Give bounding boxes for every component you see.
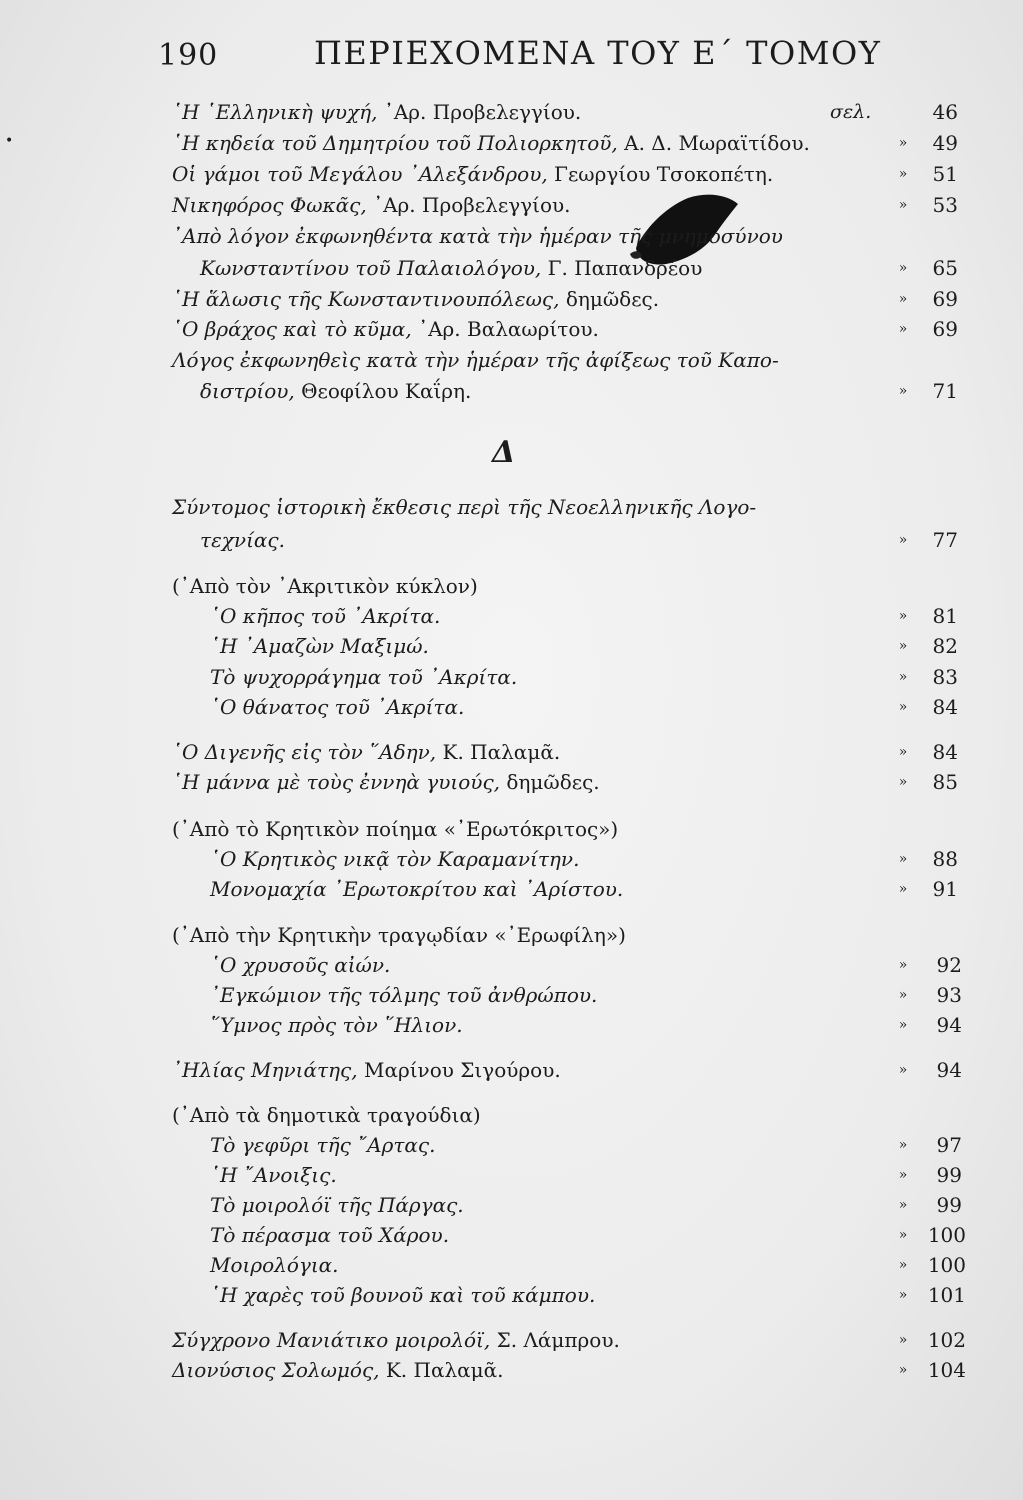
section-marker: Δ — [492, 435, 516, 470]
ditto-mark: » — [898, 881, 908, 897]
ditto-mark: » — [898, 699, 908, 715]
entry-author: ᾿Αρ. Βαλαωρίτου. — [411, 317, 599, 341]
entry-text — [172, 345, 779, 375]
entry-page-number: 51 — [932, 162, 958, 186]
entry-title: Σύγχρονο Μανιάτικο μοιρολόϊ, — [172, 1328, 491, 1352]
toc-entry — [0, 1100, 1023, 1134]
entry-page-number: 46 — [932, 100, 958, 124]
ditto-mark: » — [898, 774, 908, 790]
entry-author: Μαρίνου Σιγούρου. — [357, 1058, 561, 1082]
ditto-mark: » — [898, 851, 908, 867]
ditto-mark: » — [898, 1287, 908, 1303]
entry-title: Τὸ γεφῦρι τῆς ῎Αρτας. — [210, 1133, 436, 1157]
entry-text — [172, 1355, 504, 1385]
entry-author: Σ. Λάμπρου. — [490, 1328, 620, 1352]
toc-entry — [0, 980, 1023, 1014]
ditto-mark: » — [898, 1257, 908, 1273]
entry-author: δημῶδες. — [559, 287, 660, 311]
toc-entry — [0, 692, 1023, 726]
toc-entry — [0, 314, 1023, 348]
entry-title: Διονύσιος Σολωμός, — [172, 1358, 380, 1382]
entry-author: (᾿Απὸ τὴν Κρητικὴν τραγῳδίαν «᾿Ερωφίλη») — [172, 923, 626, 947]
entry-text — [210, 1190, 464, 1220]
entry-text — [210, 662, 517, 692]
toc-entry — [0, 97, 1023, 131]
entry-text — [210, 1220, 449, 1250]
entry-page-number: 82 — [932, 634, 958, 658]
entry-page-number: 49 — [932, 131, 958, 155]
entry-text — [172, 920, 626, 950]
entry-title: Τὸ μοιρολόϊ τῆς Πάργας. — [210, 1193, 464, 1217]
entry-text — [210, 1130, 435, 1160]
entry-text — [172, 128, 810, 158]
toc-entry — [0, 1250, 1023, 1284]
entry-title: διστρίου, — [200, 379, 295, 403]
entry-text — [172, 159, 773, 189]
toc-entry — [0, 1055, 1023, 1089]
ditto-mark: » — [898, 135, 908, 151]
toc-entry — [0, 662, 1023, 696]
entry-page-number: 102 — [927, 1328, 966, 1352]
entry-text — [210, 1280, 595, 1310]
toc-entry — [0, 1010, 1023, 1044]
entry-page-number: 71 — [932, 379, 958, 403]
entry-author: Γεωργίου Τσοκοπέτη. — [547, 162, 774, 186]
entry-title: ῾Η χαρὲς τοῦ βουνοῦ καὶ τοῦ κάμπου. — [210, 1283, 596, 1307]
entry-text — [172, 221, 783, 251]
entry-title: ῾Ο Κρητικὸς νικᾷ τὸν Καραμανίτην. — [210, 847, 580, 871]
entry-title: ῾Η κηδεία τοῦ Δημητρίου τοῦ Πολιορκητοῦ, — [172, 131, 618, 155]
entry-text — [172, 1100, 481, 1130]
entry-title: ᾿Απὸ λόγον ἐκφωνηθέντα κατὰ τὴν ἡμέραν τῆς μνημοσύνου — [172, 224, 783, 248]
entry-title: Μονομαχία ᾿Ερωτοκρίτου καὶ ᾿Αρίστου. — [210, 877, 624, 901]
entry-page-number: 91 — [932, 877, 958, 901]
entry-title: Λόγος ἐκφωνηθεὶς κατὰ τὴν ἡμέραν τῆς ἀφίξεως τοῦ Καπο- — [172, 348, 779, 372]
toc-entry — [0, 767, 1023, 801]
entry-title: τεχνίας. — [200, 528, 285, 552]
toc-entry — [0, 1355, 1023, 1389]
entry-title: Τὸ ψυχορράγημα τοῦ ᾿Ακρίτα. — [210, 665, 518, 689]
toc-entry — [0, 190, 1023, 224]
entry-author: Κ. Παλαμᾶ. — [436, 740, 561, 764]
toc-entry — [0, 571, 1023, 605]
toc-entry — [0, 1220, 1023, 1254]
entry-title: Τὸ πέρασμα τοῦ Χάρου. — [210, 1223, 450, 1247]
entry-text — [172, 190, 571, 220]
ditto-mark: » — [898, 260, 908, 276]
entry-author: Γ. Παπανδρέου — [541, 256, 703, 280]
ditto-mark: » — [898, 1197, 908, 1213]
entry-author: Α. Δ. Μωραϊτίδου. — [617, 131, 810, 155]
entry-text — [172, 814, 618, 844]
entry-page-number: 104 — [927, 1358, 966, 1382]
entry-text — [210, 1010, 463, 1040]
toc-entry — [0, 1325, 1023, 1359]
entry-page-number: 69 — [932, 317, 958, 341]
entry-page-number: 85 — [932, 770, 958, 794]
entry-page-number: 101 — [927, 1283, 966, 1307]
toc-entry — [0, 1280, 1023, 1314]
ditto-mark: » — [898, 957, 908, 973]
entry-title: ῾Η ῎Ανοιξις. — [210, 1163, 337, 1187]
entry-text — [210, 692, 464, 722]
entry-text — [210, 1250, 339, 1280]
entry-page-number: 99 — [936, 1163, 962, 1187]
entry-title: ῾Η ῾Ελληνικὴ ψυχή, — [172, 100, 378, 124]
entry-page-number: 81 — [932, 604, 958, 628]
toc-entry — [0, 128, 1023, 162]
entry-text — [172, 767, 600, 797]
entry-text — [200, 376, 471, 406]
entry-page-number: 53 — [932, 193, 958, 217]
toc-entry — [0, 492, 1023, 526]
entry-page-number: 100 — [927, 1253, 966, 1277]
entry-title: ᾿Ηλίας Μηνιάτης, — [172, 1058, 358, 1082]
entry-title: ᾿Εγκώμιον τῆς τόλμης τοῦ ἀνθρώπου. — [210, 983, 598, 1007]
ditto-mark: » — [898, 1017, 908, 1033]
entry-title: Κωνσταντίνου τοῦ Παλαιολόγου, — [200, 256, 542, 280]
entry-title: Μοιρολόγια. — [210, 1253, 339, 1277]
entry-text — [172, 314, 599, 344]
ditto-mark: » — [898, 166, 908, 182]
entry-title: Νικηφόρος Φωκᾶς, — [172, 193, 367, 217]
entry-text — [210, 950, 390, 980]
toc-entry — [0, 1130, 1023, 1164]
entry-text — [200, 253, 702, 283]
entry-page-number: 84 — [932, 740, 958, 764]
toc-entry — [0, 631, 1023, 665]
entry-text — [172, 1055, 561, 1085]
entry-author: ᾿Αρ. Προβελεγγίου. — [377, 100, 582, 124]
toc-entry — [0, 525, 1023, 559]
ditto-mark: » — [898, 321, 908, 337]
entry-author: Κ. Παλαμᾶ. — [379, 1358, 504, 1382]
toc-entry — [0, 159, 1023, 193]
ditto-mark: » — [898, 1062, 908, 1078]
page-header — [158, 28, 958, 78]
entry-text — [172, 97, 581, 127]
ditto-mark: » — [898, 1137, 908, 1153]
entry-author: δημῶδες. — [500, 770, 600, 794]
toc-entry — [0, 345, 1023, 379]
entry-title: ῾Η ἅλωσις τῆς Κωνσταντινουπόλεως, — [172, 287, 560, 311]
page-abbreviation: σελ. — [830, 101, 872, 123]
entry-page-number: 88 — [932, 847, 958, 871]
entry-page-number: 65 — [932, 256, 958, 280]
entry-text — [172, 284, 659, 314]
entry-page-number: 94 — [936, 1058, 962, 1082]
entry-author: (᾿Απὸ τὸ Κρητικὸν ποίημα «᾿Ερωτόκριτος») — [172, 817, 619, 841]
toc-entry — [0, 1160, 1023, 1194]
ditto-mark: » — [898, 1227, 908, 1243]
toc-entry — [0, 874, 1023, 908]
ditto-mark: » — [898, 1332, 908, 1348]
entry-author: ᾿Αρ. Προβελεγγίου. — [366, 193, 571, 217]
entry-page-number: 99 — [936, 1193, 962, 1217]
entry-text — [210, 601, 440, 631]
page-title: ΠΕΡΙΕΧΟΜΕΝΑ ΤΟΥ Ε΄ ΤΟΜΟΥ — [314, 34, 882, 72]
entry-text — [210, 874, 623, 904]
entry-author: (᾿Απὸ τὸν ᾿Ακριτικὸν κύκλον) — [172, 574, 478, 598]
toc-entry — [0, 221, 1023, 255]
toc-entry — [0, 737, 1023, 771]
entry-title: ῾Ο θάνατος τοῦ ᾿Ακρίτα. — [210, 695, 465, 719]
entry-text — [210, 980, 597, 1010]
entry-text — [210, 844, 579, 874]
entry-title: ῾Ο χρυσοῦς αἰών. — [210, 953, 391, 977]
toc-entry — [0, 1190, 1023, 1224]
entry-page-number: 94 — [936, 1013, 962, 1037]
entry-page-number: 77 — [932, 528, 958, 552]
entry-title: ῾Η μάννα μὲ τοὺς ἐννηὰ γυιούς, — [172, 770, 500, 794]
toc-entry — [0, 253, 1023, 287]
entry-title: ῾Ο Διγενῆς εἰς τὸν ῞Αδην, — [172, 740, 437, 764]
entry-page-number: 83 — [932, 665, 958, 689]
ditto-mark: » — [898, 638, 908, 654]
ditto-mark: » — [898, 608, 908, 624]
entry-page-number: 84 — [932, 695, 958, 719]
entry-page-number: 100 — [927, 1223, 966, 1247]
toc-entry — [0, 601, 1023, 635]
entry-page-number: 92 — [936, 953, 962, 977]
entry-text — [172, 492, 756, 522]
entry-title: Σύντομος ἱστορικὴ ἔκθεσις περὶ τῆς Νεοελληνικῆς Λογο- — [172, 495, 757, 519]
entry-title: ῾Ο κῆπος τοῦ ᾿Ακρίτα. — [210, 604, 441, 628]
ditto-mark: » — [898, 669, 908, 685]
ditto-mark: » — [898, 291, 908, 307]
entry-title: ῞Υμνος πρὸς τὸν ῞Ηλιον. — [210, 1013, 463, 1037]
entry-title: Οἱ γάμοι τοῦ Μεγάλου ᾿Αλεξάνδρου, — [172, 162, 548, 186]
ditto-mark: » — [898, 987, 908, 1003]
entry-title: ῾Ο βράχος καὶ τὸ κῦμα, — [172, 317, 412, 341]
ditto-mark: » — [898, 1167, 908, 1183]
entry-text — [200, 525, 285, 555]
entry-text — [172, 737, 560, 767]
ditto-mark: » — [898, 744, 908, 760]
entry-title: ῾Η ᾿Αμαζὼν Μαξιμώ. — [210, 634, 429, 658]
entry-page-number: 97 — [936, 1133, 962, 1157]
entry-page-number: 93 — [936, 983, 962, 1007]
entry-text — [210, 1160, 337, 1190]
toc-entry — [0, 376, 1023, 410]
entry-page-number: 69 — [932, 287, 958, 311]
ditto-mark: » — [898, 383, 908, 399]
entry-author: Θεοφίλου Καΐρη. — [294, 379, 472, 403]
toc-entry — [0, 814, 1023, 848]
page-number: 190 — [158, 38, 219, 73]
entry-author: (᾿Απὸ τὰ δημοτικὰ τραγούδια) — [172, 1103, 481, 1127]
entry-text — [172, 571, 478, 601]
margin-mark: • — [5, 133, 14, 149]
toc-entry — [0, 844, 1023, 878]
ditto-mark: » — [898, 197, 908, 213]
entry-text — [210, 631, 429, 661]
entry-text — [172, 1325, 620, 1355]
toc-entry — [0, 950, 1023, 984]
ditto-mark: » — [898, 532, 908, 548]
ditto-mark: » — [898, 1362, 908, 1378]
toc-entry — [0, 920, 1023, 954]
toc-entry — [0, 284, 1023, 318]
